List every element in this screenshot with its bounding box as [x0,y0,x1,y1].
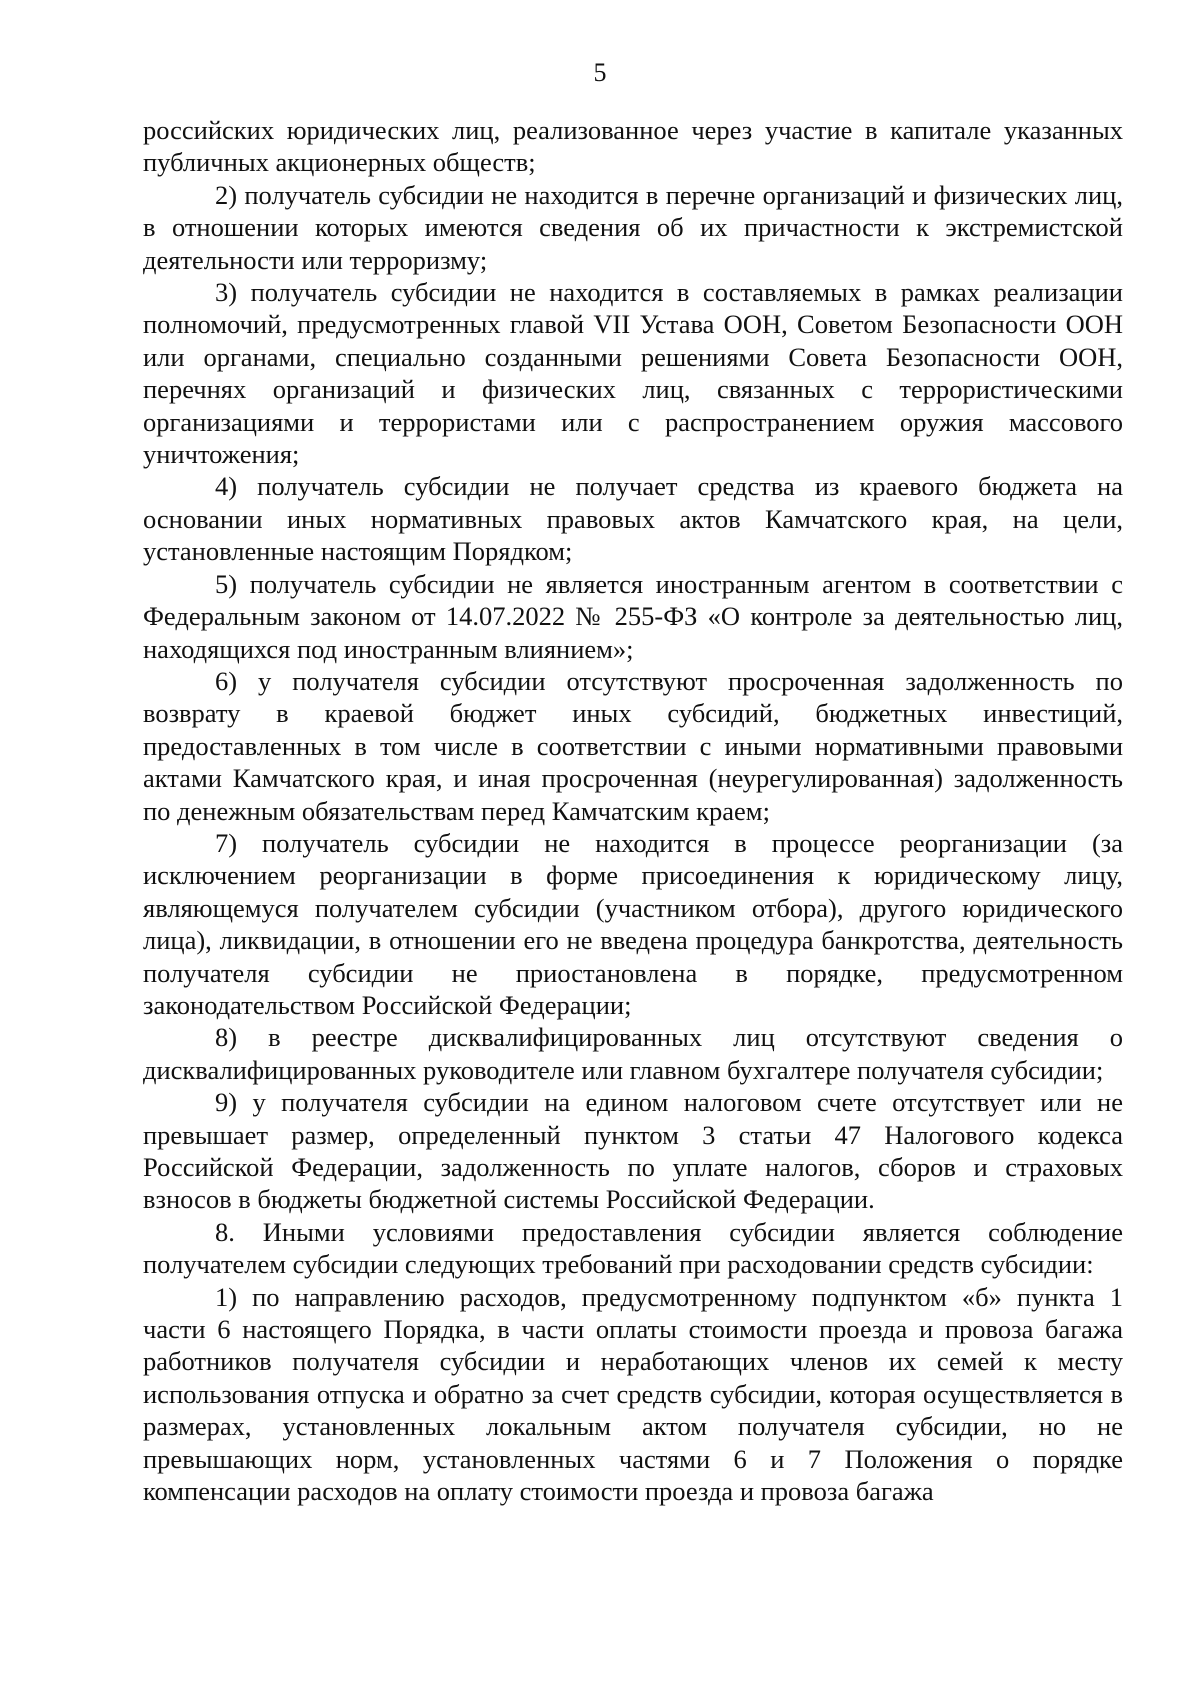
paragraph: 5) получатель субсидии не является иностранным агентом в соответствии с Федеральным законом от 14.07.2022 № 255-ФЗ «О контроле за деятельностью лиц, находящихся под иностранным влиянием»; [143,568,1123,664]
paragraph: 8. Иными условиями предоставления субсидии является соблюдение получателем субсидии следующих требований при расходовании средств субсидии: [143,1216,1123,1280]
document-body [143,114,1123,1507]
page-number: 5 [593,58,607,87]
paragraph: 6) у получателя субсидии отсутствуют просроченная задолженность по возврату в краевой бюджет иных субсидий, бюджетных инвестиций, предоставленных в том числе в соответствии с иными нормативными правовыми актами Камчатского края, и иная просроченная (неурегулированная) задолженность по денежным обязательствам перед Камчатским краем; [143,665,1123,826]
paragraph: 8) в реестре дисквалифицированных лиц отсутствуют сведения о дисквалифицированных руководителе или главном бухгалтере получателя субсидии; [143,1022,1123,1085]
paragraph: 4) получатель субсидии не получает средства из краевого бюджета на основании иных нормативных правовых актов Камчатского края, на цели, установленные настоящим Порядком; [143,471,1123,567]
paragraph: российских юридических лиц, реализованное через участие в капитале указанных публичных акционерных обществ; [143,115,1123,178]
paragraph: 7) получатель субсидии не находится в процессе реорганизации (за исключением реорганизации в форме присоединения к юридическому лицу, являющемуся получателем субсидии (участником отбора), другого юридического лица), ликвидации, в отношении его не введена процедура банкротства, деятельность получателя субсидии не приостановлена в порядке, предусмотренном законодательством Российской Федерации; [143,827,1123,1020]
paragraph: 1) по направлению расходов, предусмотренному подпунктом «б» пункта 1 части 6 настоящего Порядка, в части оплаты стоимости проезда и провоза багажа работников получателя субсидии и неработающих членов их семей к месту использования отпуска и обратно за счет средств субсидии, которая осуществляется в размерах, установленных локальным актом получателя субсидии, но не превышающих норм, установленных частями 6 и 7 Положения о порядке компенсации расходов на оплату стоимости проезда и провоза багажа [143,1281,1123,1507]
paragraph: 9) у получателя субсидии на едином налоговом счете отсутствует или не превышает размер, определенный пунктом 3 статьи 47 Налогового кодекса Российской Федерации, задолженность по уплате налогов, сборов и страховых взносов в бюджеты бюджетной системы Российской Федерации. [143,1087,1123,1215]
paragraph: 2) получатель субсидии не находится в перечне организаций и физических лиц, в отношении которых имеются сведения об их причастности к экстремистской деятельности или терроризму; [143,179,1123,275]
paragraph: 3) получатель субсидии не находится в составляемых в рамках реализации полномочий, предусмотренных главой VII Устава ООН, Советом Безопасности ООН или органами, специально созданными решениями Совета Безопасности ООН, перечнях организаций и физических лиц, связанных с террористическими организациями и террористами или с распространением оружия массового уничтожения; [143,277,1123,470]
